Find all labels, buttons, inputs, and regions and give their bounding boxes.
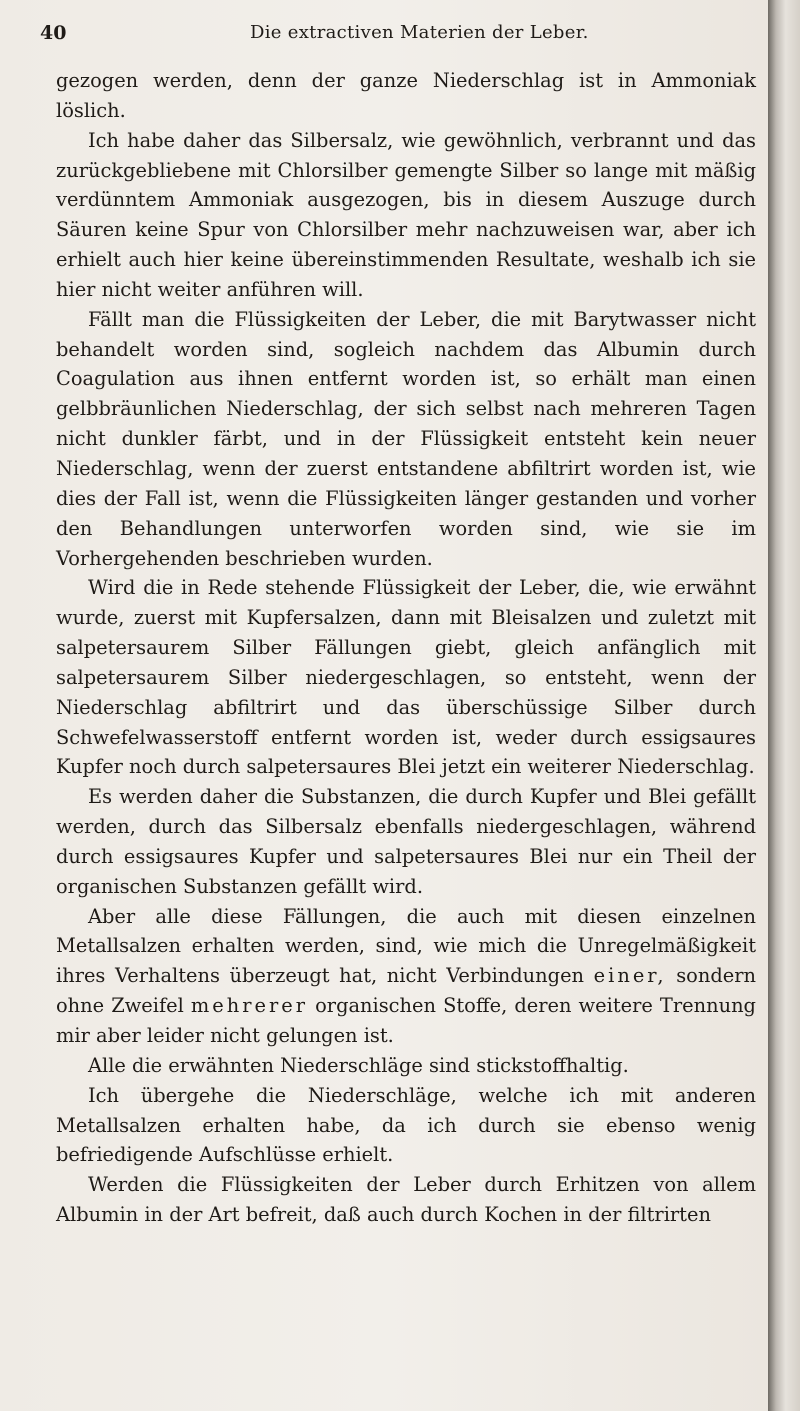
body-text: [56, 66, 756, 1230]
paragraph: Ich habe daher das Silbersalz, wie gewöhnlich, verbrannt und das zurückgebliebene mit Chlorsilber gemengte Silber so lange mit mäßig verdünntem Ammoniak ausgezogen, bis in diesem Auszuge durch Säuren keine Spur von Chlorsilber mehr nachzuweisen war, aber ich erhielt auch hier keine übereinstimmenden Resultate, weshalb ich sie hier nicht weiter anführen will.: [56, 128, 756, 301]
page-number: 40: [40, 22, 67, 44]
paragraph-text: Aber alle diese Fällungen, die auch mit diesen einzelnen Metallsalzen erhalten werden, sind, wie mich die Unregelmäßigkeit ihres Verhaltens überzeugt hat, nicht Verbindungen: [56, 904, 756, 988]
paragraph: Fällt man die Flüssigkeiten der Leber, die mit Barytwasser nicht behandelt worden sind, sogleich nachdem das Albumin durch Coagulation aus ihnen entfernt worden ist, so erhält man einen gelbbräunlichen Niederschlag, der sich selbst nach mehreren Tagen nicht dunkler färbt, und in der Flüssigkeit entsteht kein neuer Niederschlag, wenn der zuerst entstandene abfiltrirt worden ist, wie dies der Fall ist, wenn die Flüssigkeiten länger gestanden und vorher den Behandlungen unterworfen worden sind, wie sie im Vorhergehenden beschrieben wurden.: [56, 307, 756, 570]
emphasis-text: einer,: [593, 964, 667, 988]
paragraph: Werden die Flüssigkeiten der Leber durch Erhitzen von allem Albumin in der Art befreit, daß auch durch Kochen in der filtrirten: [56, 1173, 756, 1227]
paragraph: gezogen werden, denn der ganze Niederschlag ist in Ammoniak löslich.: [56, 69, 756, 122]
paragraph-text: sondern ohne Zweifel: [56, 964, 756, 1018]
running-head: Die extractiven Materien der Leber.: [250, 22, 589, 43]
paragraph: Alle die erwähnten Niederschläge sind stickstoffhaltig.: [88, 1053, 629, 1077]
paragraph: Es werden daher die Substanzen, die durch Kupfer und Blei gefällt werden, durch das Silbersalz ebenfalls niedergeschlagen, während durch essigsaures Kupfer und salpetersaures Blei nur ein Theil der organischen Substanzen gefällt wird.: [56, 785, 756, 898]
page-header: [40, 22, 762, 50]
paragraph-text: organischen Stoffe, deren weitere Trennung mir aber leider nicht gelungen ist.: [56, 994, 756, 1047]
paragraph: [56, 902, 756, 1051]
paragraph: Wird die in Rede stehende Flüssigkeit der Leber, die, wie erwähnt wurde, zuerst mit Kupfersalzen, dann mit Bleisalzen und zuletzt mit salpetersaurem Silber Fällungen giebt, gleich anfänglich mit salpetersaurem Silber niedergeschlagen, so entsteht, wenn der Niederschlag abfiltrirt und das überschüssige Silber durch Schwefelwasserstoff entfernt worden ist, weder durch essigsaures Kupfer noch durch salpetersaures Blei jetzt ein weiterer Niederschlag.: [56, 576, 756, 779]
emphasis-text: mehrerer: [190, 994, 309, 1018]
book-gutter: [768, 0, 800, 1411]
paragraph: Ich übergehe die Niederschläge, welche ich mit anderen Metallsalzen erhalten habe, da ich durch sie ebenso wenig befriedigende Aufschlüsse erhielt.: [56, 1083, 756, 1167]
